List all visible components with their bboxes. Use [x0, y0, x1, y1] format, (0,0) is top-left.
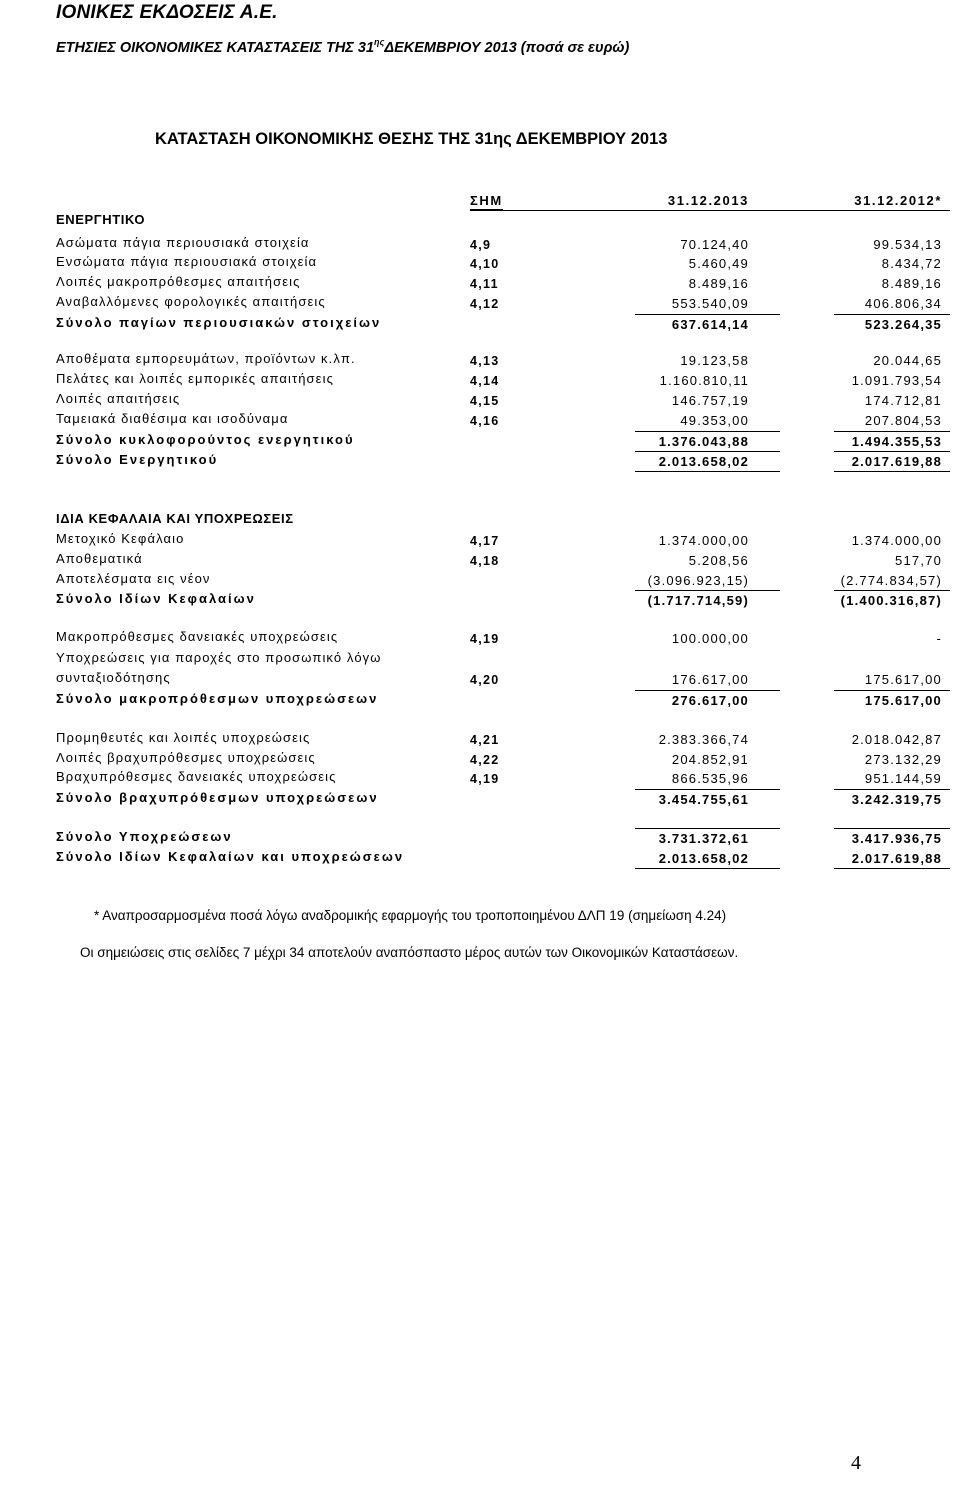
subtotal-row: Σύνολο κυκλοφορούντος ενεργητικού 1.376.043,88 1.494.355,53	[56, 432, 942, 449]
table-row: Ασώματα πάγια περιουσιακά στοιχεία 4,9 70.124,40 99.534,13	[56, 235, 942, 252]
table-row: Ταμειακά διαθέσιμα και ισοδύναμα 4,16 49.353,00 207.804,53	[56, 411, 942, 428]
table-row: συνταξιοδότησης 4,20 176.617,00 175.617,00	[56, 670, 942, 687]
table-row: Μακροπρόθεσμες δανειακές υποχρεώσεις 4,19 100.000,00 -	[56, 629, 942, 646]
section-heading-assets: ΕΝΕΡΓΗΤΙΚΟ	[56, 212, 146, 227]
table-row: Πελάτες και λοιπές εμπορικές απαιτήσεις 4,14 1.160.810,11 1.091.793,54	[56, 371, 942, 388]
total-rule	[635, 471, 780, 472]
statement-title: ΚΑΤΑΣΤΑΣΗ ΟΙΚΟΝΟΜΙΚΗΣ ΘΕΣΗΣ ΤΗΣ 31ης ΔΕΚΕΜΒΡΙΟΥ 2013	[155, 130, 668, 148]
restatement-footnote: * Αναπροσαρμοσμένα ποσά λόγω αναδρομικής εφαρμογής του τροποποιημένου ΔΛΠ 19 (σημείωση 4.24)	[94, 908, 727, 923]
notes-reference-footnote: Οι σημειώσεις στις σελίδες 7 μέχρι 34 αποτελούν αναπόσπαστο μέρος αυτών των Οικονομικών Καταστάσεων.	[80, 945, 739, 960]
table-row: Λοιπές απαιτήσεις 4,15 146.757,19 174.712,81	[56, 391, 942, 408]
company-name: ΙΟΝΙΚΕΣ ΕΚΔΟΣΕΙΣ Α.Ε.	[56, 2, 278, 23]
section-heading-equity-liabilities: ΙΔΙΑ ΚΕΦΑΛΑΙΑ ΚΑΙ ΥΠΟΧΡΕΩΣΕΙΣ	[56, 511, 294, 526]
subtotal-row: Σύνολο μακροπρόθεσμων υποχρεώσεων 276.617,00 175.617,00	[56, 691, 942, 708]
table-row: Βραχυπρόθεσμες δανειακές υποχρεώσεις 4,19 866.535,96 951.144,59	[56, 769, 942, 786]
table-row: Προμηθευτές και λοιπές υποχρεώσεις 4,21 2.383.366,74 2.018.042,87	[56, 730, 942, 747]
page-number: 4	[851, 1452, 861, 1474]
year-2013-column-header: 31.12.2013	[667, 193, 749, 208]
table-row: Ενσώματα πάγια περιουσιακά στοιχεία 4,10 5.460,49 8.434,72	[56, 254, 942, 271]
document-subtitle: ΕΤΗΣΙΕΣ ΟΙΚΟΝΟΜΙΚΕΣ ΚΑΤΑΣΤΑΣΕΙΣ ΤΗΣ $31^{\eta\varsigma}\Delta EKEMBPIO\Upsilon$ 2013 (ποσά σε ευρώ)	[56, 37, 630, 56]
year-2012-column-header: 31.12.2012*	[854, 193, 942, 208]
table-row: Υποχρεώσεις για παροχές στο προσωπικό λόγω	[56, 650, 382, 665]
total-rule	[834, 471, 950, 472]
table-row: Αποθέματα εμπορευμάτων, προϊόντων κ.λπ. 4,13 19.123,58 20.044,65	[56, 351, 942, 368]
total-row: Σύνολο Ενεργητικού 2.013.658,02 2.017.619,88	[56, 452, 942, 469]
table-row: Μετοχικό Κεφάλαιο 4,17 1.374.000,00 1.374.000,00	[56, 531, 942, 548]
grand-total-row: Σύνολο Ιδίων Κεφαλαίων και υποχρεώσεων 2.013.658,02 2.017.619,88	[56, 849, 942, 866]
total-row: Σύνολο Υποχρεώσεων 3.731.372,61 3.417.936,75	[56, 829, 942, 846]
total-rule	[834, 868, 950, 869]
subtotal-row: Σύνολο παγίων περιουσιακών στοιχείων 637.614,14 523.264,35	[56, 315, 942, 332]
subtotal-row: Σύνολο Ιδίων Κεφαλαίων (1.717.714,59) (1.400.316,87)	[56, 591, 942, 608]
total-rule	[635, 868, 780, 869]
table-row: Αναβαλλόμενες φορολογικές απαιτήσεις 4,12 553.540,09 406.806,34	[56, 294, 942, 311]
table-row: Λοιπές βραχυπρόθεσμες υποχρεώσεις 4,22 204.852,91 273.132,29	[56, 750, 942, 767]
note-column-header: ΣΗΜ	[470, 193, 503, 208]
table-row: Λοιπές μακροπρόθεσμες απαιτήσεις 4,11 8.489,16 8.489,16	[56, 274, 942, 291]
table-row: Αποθεματικά 4,18 5.208,56 517,70	[56, 551, 942, 568]
table-row: Αποτελέσματα εις νέον (3.096.923,15) (2.774.834,57)	[56, 571, 942, 588]
subtotal-row: Σύνολο βραχυπρόθεσμων υποχρεώσεων 3.454.755,61 3.242.319,75	[56, 790, 942, 807]
